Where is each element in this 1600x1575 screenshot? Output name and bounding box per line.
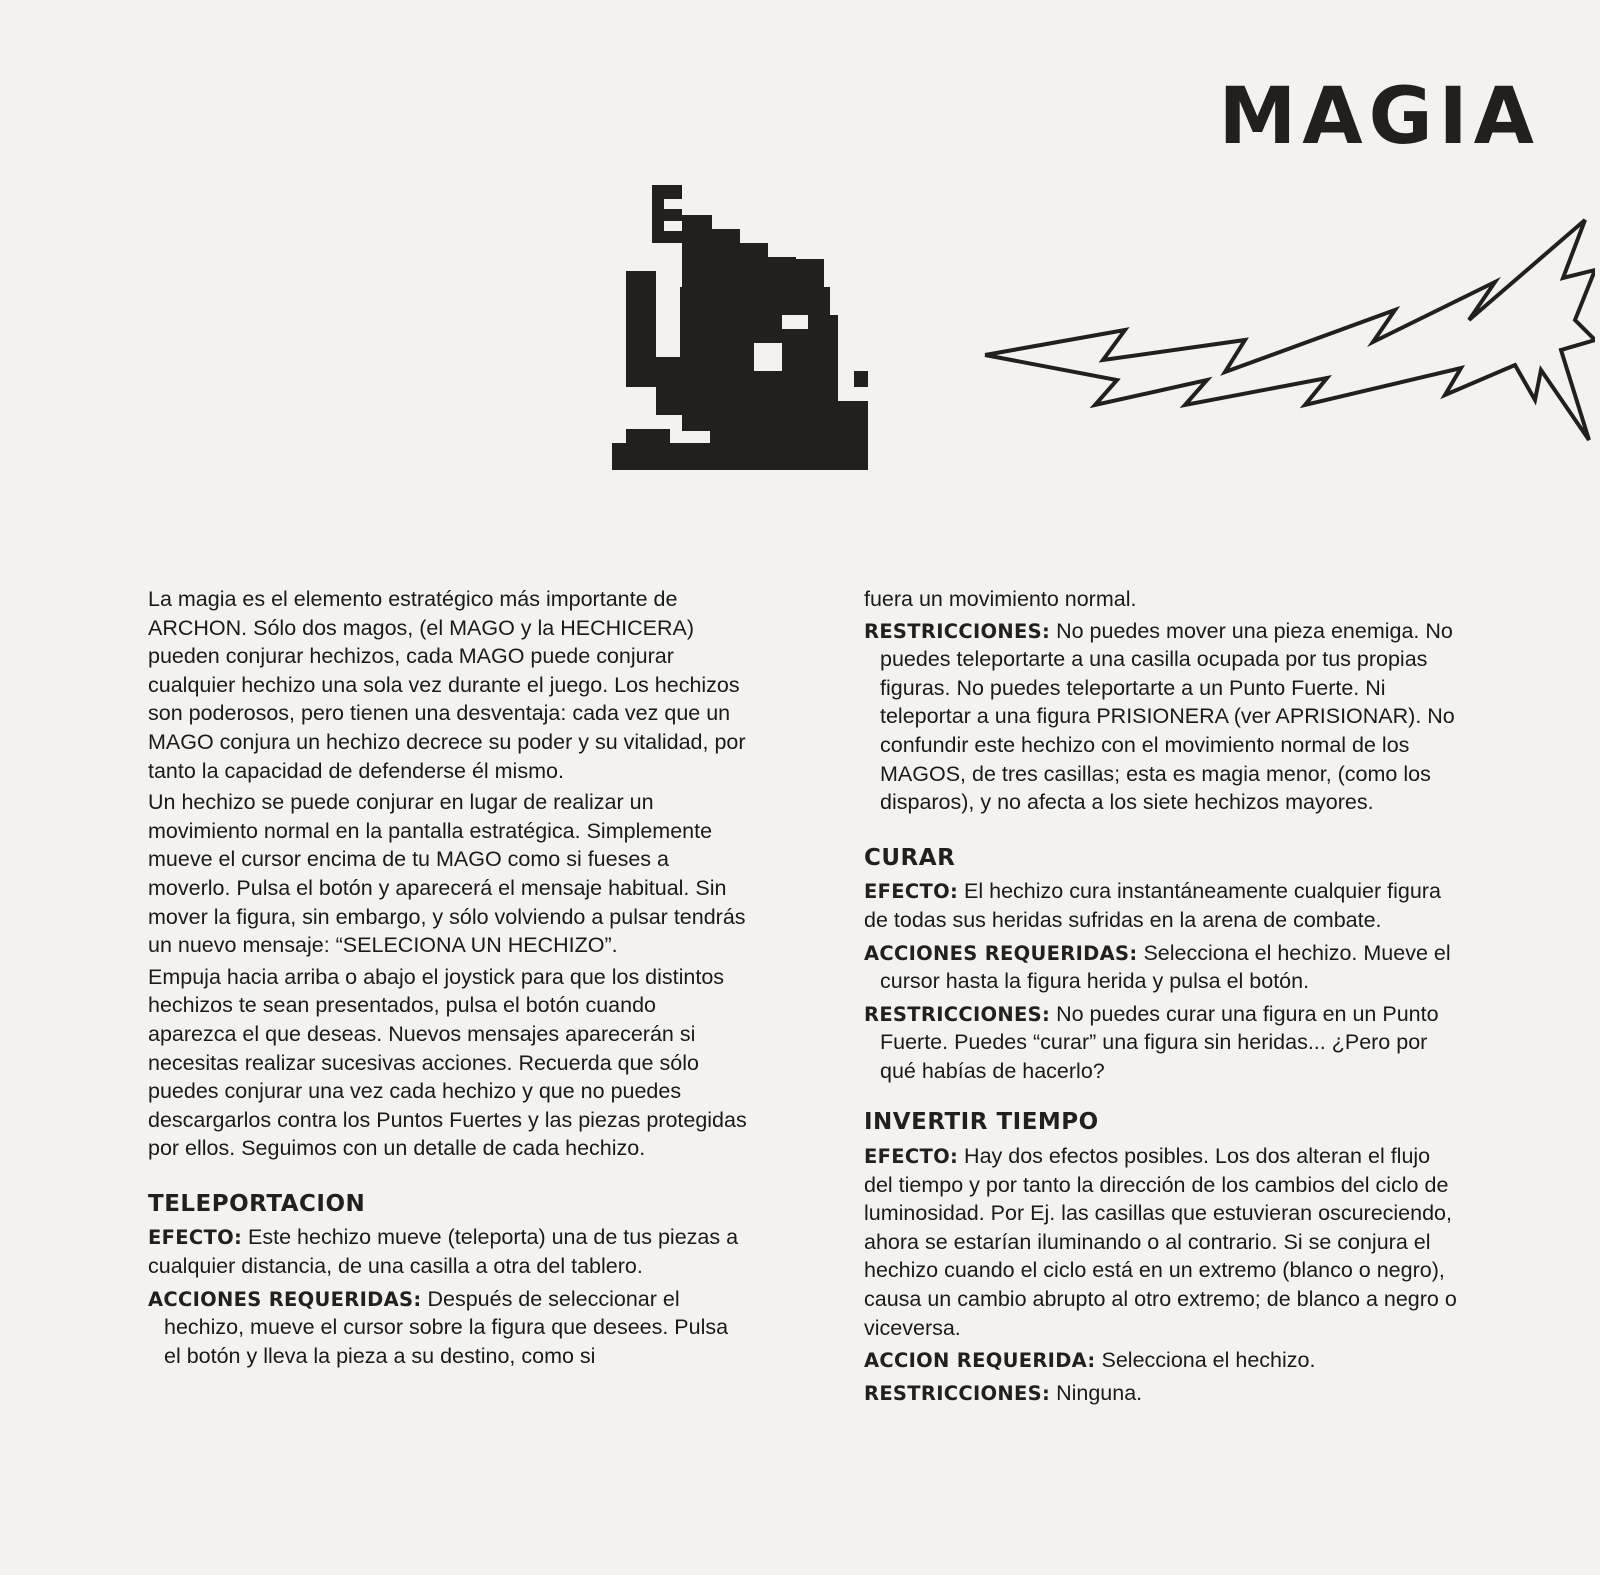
spell-heading-teleportacion: TELEPORTACION [148,1190,366,1217]
text-acciones-requeridas: Después de seleccionar el hechizo, mueve el cursor sobre la figura que desees. Pulsa el botón y lleva la pieza a su destino, como si [164,1286,729,1368]
page-header [0,0,1600,560]
pixel-wizard-icon [612,185,892,470]
invertir-tiempo-efecto [864,1142,1464,1342]
teleportacion-efecto [148,1223,748,1280]
right-column [864,585,1464,1575]
paragraph-casting: Un hechizo se puede conjurar en lugar de realizar un movimiento normal en la pantalla estratégica. Simplemente mueve el cursor encima de tu MAGO como si fueses a moverlo. Pulsa el botón y aparecerá el mensaje habitual. Sin mover la figura, sin embargo, y sólo volviendo a pulsar tendrás un nuevo mensaje: “SELECIONA UN HECHIZO”. [148,790,746,958]
curar-acciones [864,939,1464,996]
spell-heading-curar: CURAR [864,844,956,871]
label-acciones-requeridas: ACCIONES REQUERIDAS: [148,1287,422,1311]
paragraph-intro: La magia es el elemento estratégico más importante de ARCHON. Sólo dos magos, (el MAGO y la HECHICERA) pueden conjurar hechizos, cada MAGO puede conjurar cualquier hechizo una sola vez durante el juego. Los hechizos son poderosos, pero tienen una desventaja: cada vez que un MAGO conjura un hechizo decrece su poder y su vitalidad, por tanto la capacidad de defenderse él mismo. [148,587,746,783]
spell-heading-invertir-tiempo: INVERTIR TIEMPO [864,1109,1099,1136]
text-efecto: El hechizo cura instantáneamente cualquier figura de todas sus heridas sufridas en la arena de combate. [864,879,1441,932]
text-efecto: Hay dos efectos posibles. Los dos alteran el flujo del tiempo y por tanto la dirección de los cambios del ciclo de luminosidad. Por Ej. las casillas que estuvieran oscureciendo, ahora se estarían iluminando o al contrario. Si se conjura el hechizo cuando el ciclo está en un extremo (blanco o negro), causa un cambio abrupto al otro extremo; de blanco a negro o viceversa. [864,1144,1457,1340]
curar-restricciones [864,1000,1464,1086]
paragraph-selection: Empuja hacia arriba o abajo el joystick para que los distintos hechizos te sean presentados, pulsa el botón cuando aparezca el que deseas. Nuevos mensajes aparecerán si necesitas realizar sucesivas acciones. Recuerda que sólo puedes conjurar una vez cada hechizo y que no puedes descargarlos contra los Puntos Fuertes y las piezas protegidas por ellos. Seguimos con un detalle de cada hechizo. [148,964,747,1161]
teleportacion-restricciones [864,617,1464,817]
curar-efecto [864,877,1464,934]
teleportacion-acciones [148,1285,748,1371]
text-restricciones: No puedes curar una figura en un Punto Fuerte. Puedes “curar” una figura sin heridas... ¿Pero por qué habías de hacerlo? [880,1001,1439,1083]
invertir-tiempo-restricciones [864,1379,1464,1408]
label-efecto: EFECTO: [864,1145,959,1169]
text-accion-requerida: Selecciona el hechizo. [1095,1348,1316,1373]
text-restricciones: No puedes mover una pieza enemiga. No puedes teleportarte a una casilla ocupada por tus propias figuras. No puedes teleportarte a un Punto Fuerte. Ni teleportar a una figura PRISIONERA (ver APRISIONAR). No confundir este hechizo con el movimiento normal de los MAGOS, de tres casillas; esta es magia menor, (como los disparos), y no afecta a los siete hechizos mayores. [880,618,1455,815]
page-title: MAGIA [1218,72,1540,162]
text-restricciones: Ninguna. [1050,1380,1143,1405]
label-accion-requerida: ACCION REQUERIDA: [864,1349,1096,1373]
text-acciones-requeridas: Selecciona el hechizo. Mueve el cursor hasta la figura herida y pulsa el botón. [880,940,1451,994]
paragraph-continuation: fuera un movimiento normal. [864,587,1137,611]
lightning-bolt-icon [975,190,1595,460]
label-restricciones: RESTRICCIONES: [864,1002,1051,1026]
left-column [148,585,748,1575]
invertir-tiempo-accion [864,1346,1464,1375]
text-efecto: Este hechizo mueve (teleporta) una de tus piezas a cualquier distancia, de una casilla a otra del tablero. [148,1225,739,1279]
label-efecto: EFECTO: [148,1226,243,1250]
label-restricciones: RESTRICCIONES: [864,1381,1051,1405]
label-acciones-requeridas: ACCIONES REQUERIDAS: [864,941,1138,965]
label-restricciones: RESTRICCIONES: [864,619,1051,643]
article-body [0,585,1600,1575]
label-efecto: EFECTO: [864,880,959,904]
